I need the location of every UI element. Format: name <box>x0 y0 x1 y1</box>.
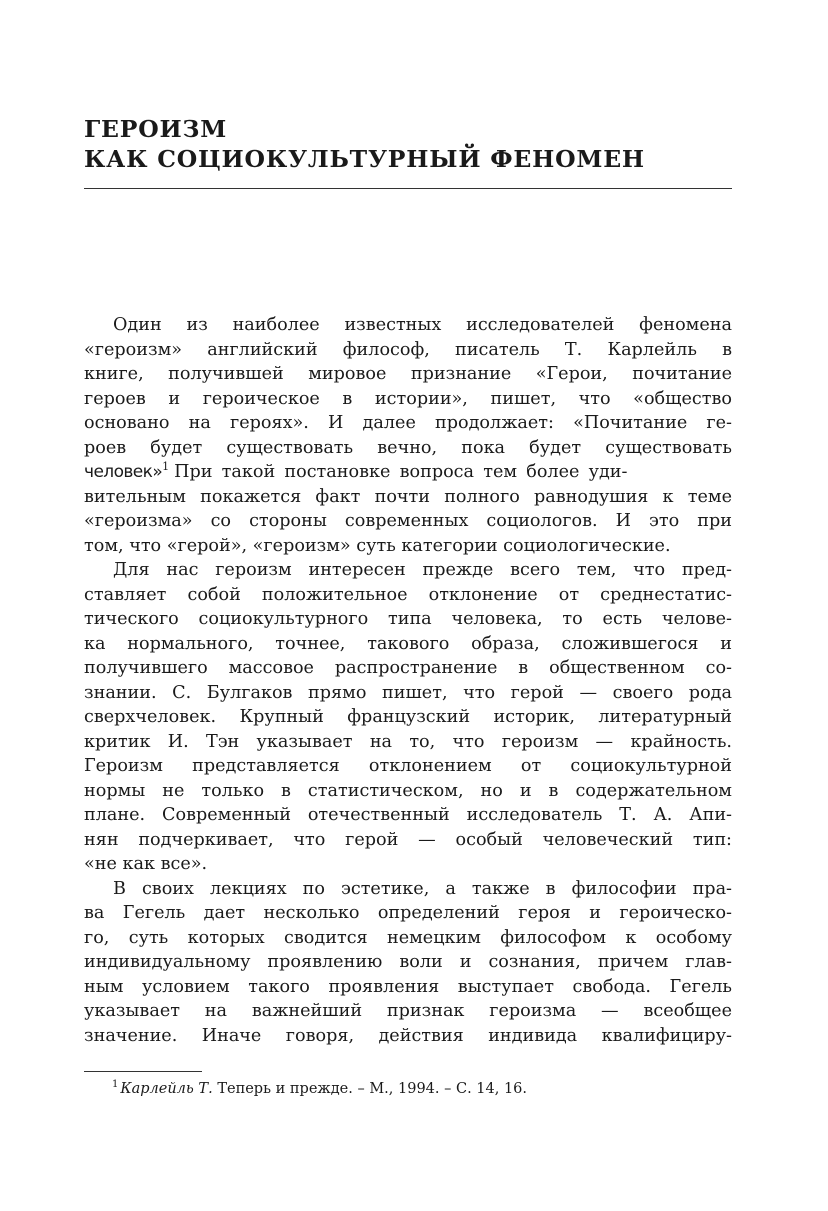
text-line: тического социокультурного типа человека, то есть челове- <box>84 609 732 629</box>
text-line: Один из наиболее известных исследователей феномена <box>113 315 732 335</box>
text-line: основано на героях». И далее продолжает: «Почитание ге- <box>84 413 732 433</box>
text-line: критик И. Тэн указывает на то, что героизм — крайность. <box>84 731 732 752</box>
text-line: го, суть которых сводится немецким философом к особому <box>84 927 732 948</box>
text-line: Для нас героизм интересен прежде всего тем, что пред- <box>113 560 732 580</box>
text-line: «героизма» со стороны современных социологов. И это при <box>84 511 732 531</box>
text-line: вительным покажется факт почти полного равнодушия к теме <box>84 486 732 507</box>
text-line: В своих лекциях по эстетике, а также в философии пра- <box>113 878 732 899</box>
footnote-text: Теперь и прежде. – М., 1994. – С. 14, 16. <box>217 1081 528 1097</box>
text-line-rest: При такой постановке вопроса тем более уди- <box>174 462 628 482</box>
paragraph-3 <box>84 877 732 1049</box>
footnote-divider <box>84 1071 202 1072</box>
text-line: индивидуальному проявлению воли и сознания, причем глав- <box>84 952 732 972</box>
body-text <box>84 313 732 1048</box>
footnote-reference[interactable]: 1 <box>162 460 170 473</box>
text-line: роев будет существовать вечно, пока будет существовать <box>84 437 732 458</box>
text-line: значение. Иначе говоря, действия индивида квалифициру- <box>84 1025 732 1046</box>
text-line: героев и героическое в истории», пишет, что «общество <box>84 388 732 409</box>
chapter-title <box>84 114 732 174</box>
book-page <box>84 0 732 1211</box>
chapter-title-line-1: ГЕРОИЗМ <box>84 115 228 143</box>
text-line: нормы не только в статистическом, но и в содержательном <box>84 780 732 801</box>
footnote-author: Карлейль Т. <box>120 1081 213 1097</box>
text-line: ным условием такого проявления выступает свобода. Гегель <box>84 976 732 997</box>
text-line: получившего массовое распространение в общественном со- <box>84 658 732 678</box>
text-line <box>84 460 732 485</box>
text-line: знании. С. Булгаков прямо пишет, что герой — своего рода <box>84 682 732 703</box>
paragraph-1 <box>84 313 732 558</box>
text-line: нян подчеркивает, что герой — особый человеческий тип: <box>84 829 732 850</box>
text-line: плане. Современный отечественный исследователь Т. А. Апи- <box>84 805 732 825</box>
text-line: Героизм представляется отклонением от социокультурной <box>84 756 732 776</box>
text-line: книге, получившей мировое признание «Герои, почитание <box>84 364 732 384</box>
text-line: «героизм» английский философ, писатель Т. Карлейль в <box>84 339 732 360</box>
text-line: том, что «герой», «героизм» суть категории социологические. <box>84 535 671 556</box>
text-line: ва Гегель дает несколько определений героя и героическо- <box>84 903 732 923</box>
footnote <box>112 1078 712 1100</box>
text-line: ставляет собой положительное отклонение от среднестатис- <box>84 584 732 605</box>
chapter-title-line-2: КАК СОЦИОКУЛЬТУРНЫЙ ФЕНОМЕН <box>84 145 645 173</box>
text-line: «не как все». <box>84 854 208 874</box>
quoted-word: человек» <box>84 462 163 482</box>
footnote-number: 1 <box>112 1079 119 1090</box>
paragraph-2 <box>84 558 732 877</box>
text-line: сверхчеловек. Крупный французский историк, литературный <box>84 707 732 727</box>
text-line: указывает на важнейший признак героизма — всеобщее <box>84 1001 732 1021</box>
title-divider <box>84 188 732 189</box>
text-line: ка нормального, точнее, такового образа, сложившегося и <box>84 633 732 654</box>
